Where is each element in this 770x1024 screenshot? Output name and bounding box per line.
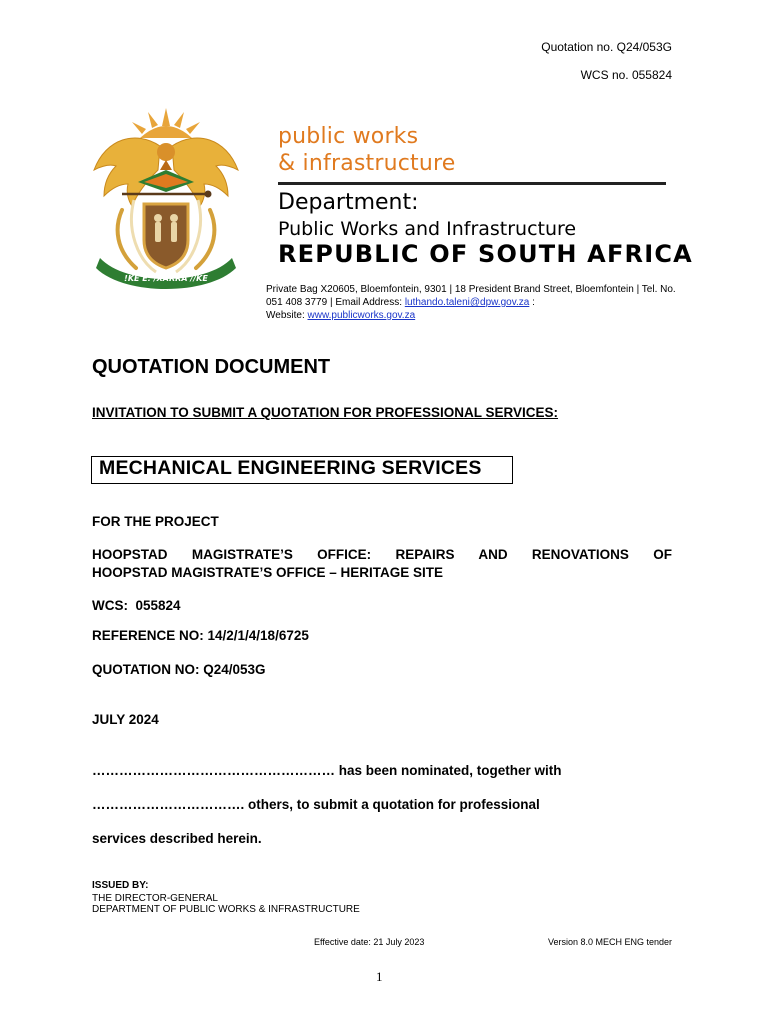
issuer-line-1: THE DIRECTOR-GENERAL — [92, 893, 218, 904]
brand-line-1: public works — [278, 124, 419, 149]
issued-by-label: ISSUED BY: — [92, 880, 149, 891]
project-line-1: HOOPSTAD MAGISTRATE’S OFFICE: REPAIRS AND RENOVATIONS OF — [92, 547, 672, 562]
effective-date: Effective date: 21 July 2023 — [314, 937, 425, 947]
nomination-line-1: ……………………………………………… has been nominated, together with — [92, 763, 562, 778]
issuer-line-2: DEPARTMENT OF PUBLIC WORKS & INFRASTRUCTURE — [92, 904, 360, 915]
brand-line-2: & infrastructure — [278, 151, 456, 176]
country-name: REPUBLIC OF SOUTH AFRICA — [278, 240, 693, 268]
coat-of-arms-icon — [86, 100, 246, 290]
for-project-label: FOR THE PROJECT — [92, 514, 219, 529]
department-title: Department: — [278, 190, 419, 215]
document-title: QUOTATION DOCUMENT — [92, 356, 331, 378]
nomination-line-3: services described herein. — [92, 831, 262, 846]
project-description — [92, 546, 672, 582]
nomination-line-2: ……………………………. others, to submit a quotation for professional — [92, 797, 540, 812]
wcs-number: WCS: 055824 — [92, 598, 181, 613]
reference-number: REFERENCE NO: 14/2/1/4/18/6725 — [92, 628, 309, 643]
document-date: JULY 2024 — [92, 712, 159, 727]
email-suffix: : — [529, 297, 535, 308]
project-line-2: HOOPSTAD MAGISTRATE’S OFFICE – HERITAGE SITE — [92, 565, 444, 580]
invitation-heading: INVITATION TO SUBMIT A QUOTATION FOR PROFESSIONAL SERVICES: — [92, 405, 559, 420]
wcs-number-header: WCS no. 055824 — [580, 68, 672, 82]
email-link[interactable]: luthando.taleni@dpw.gov.za — [404, 297, 530, 308]
motto-text: !KE E: /XARRA //KE — [124, 274, 208, 283]
page-number: 1 — [376, 969, 383, 984]
version-label: Version 8.0 MECH ENG tender — [547, 937, 672, 947]
department-subtitle: Public Works and Infrastructure — [278, 218, 577, 240]
contact-details — [266, 283, 676, 322]
website-label: Website: — [266, 310, 305, 321]
header-divider — [278, 182, 666, 185]
quotation-number: QUOTATION NO: Q24/053G — [92, 662, 266, 677]
website-link[interactable]: www.publicworks.gov.za — [307, 310, 416, 321]
service-title: MECHANICAL ENGINEERING SERVICES — [99, 457, 482, 479]
address-text: Private Bag X20605, Bloemfontein, 9301 | 18 President Brand Street, Bloemfontein | Tel. No. 051 408 3779 | Email Address: — [266, 284, 676, 308]
quotation-number-header: Quotation no. Q24/053G — [541, 40, 672, 54]
